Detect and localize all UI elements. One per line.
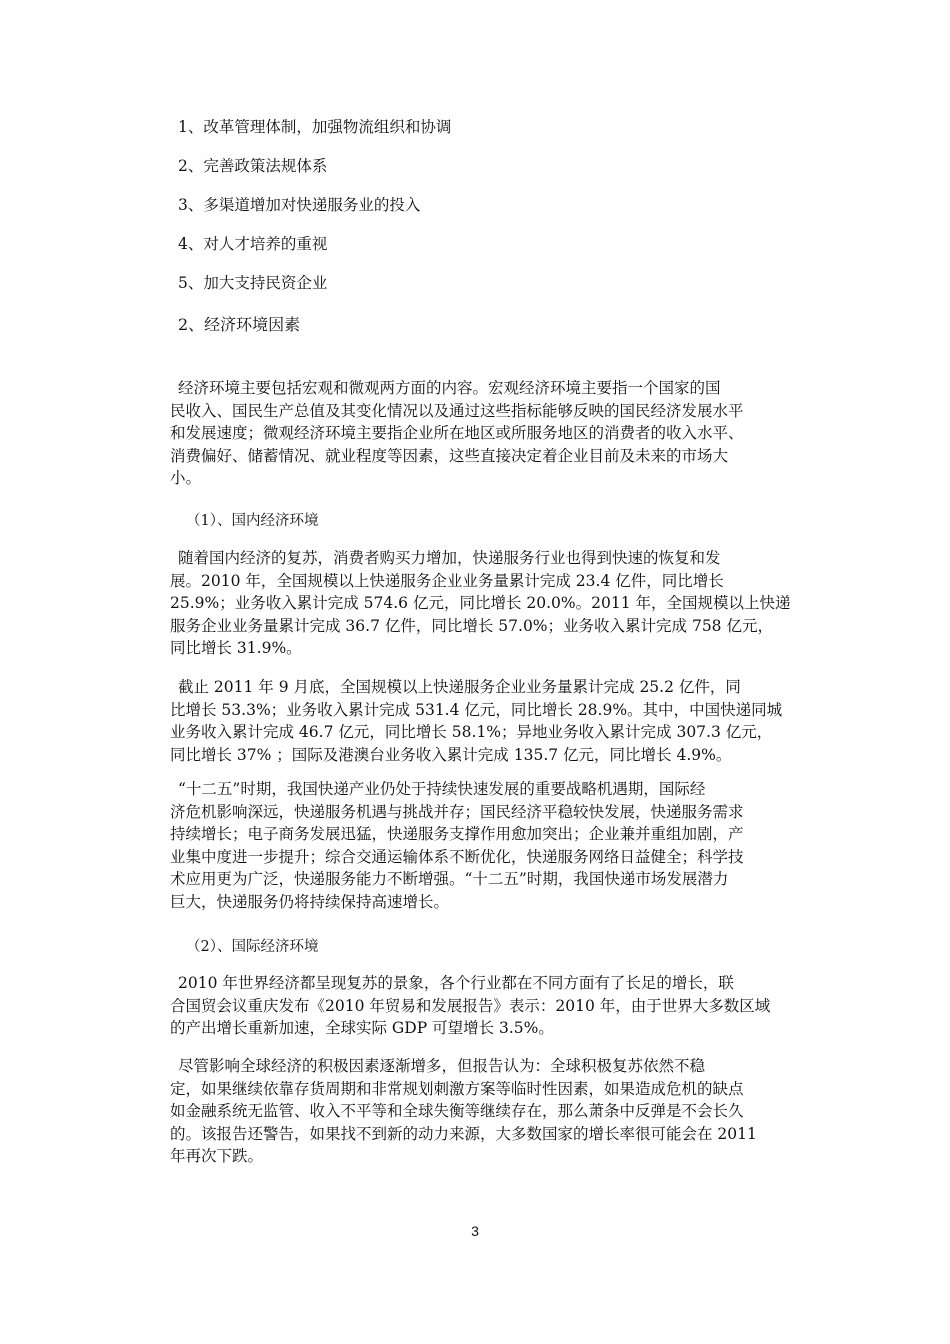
paragraph-line: 同比增长 37% ；国际及港澳台业务收入累计完成 135.7 亿元，同比增长 4.9%。	[170, 745, 732, 764]
list-item-4: 4、对人才培养的重视	[178, 235, 328, 253]
paragraph-line: 2010 年世界经济都呈现复苏的景象，各个行业都在不同方面有了长足的增长，联	[178, 974, 734, 992]
list-item-1: 1、改革管理体制，加强物流组织和协调	[178, 118, 452, 136]
section-heading: 2、经济环境因素	[178, 315, 301, 334]
paragraph-line: 消费偏好、储蓄情况、就业程度等因素，这些直接决定着企业目前及未来的市场大	[170, 446, 729, 465]
paragraph-line: 服务企业业务量累计完成 36.7 亿件，同比增长 57.0%；业务收入累计完成 758 亿元，	[170, 616, 773, 635]
paragraph-line: 截止 2011 年 9 月底，全国规模以上快递服务企业业务量累计完成 25.2 亿件，同	[178, 678, 741, 696]
paragraph-line: 的产出增长重新加速，全球实际 GDP 可望增长 3.5%。	[170, 1019, 554, 1037]
paragraph-line: 小。	[170, 469, 202, 487]
paragraph-line: 如金融系统无监管、收入不平等和全球失衡等继续存在，那么萧条中反弹是不会长久	[170, 1102, 744, 1120]
paragraph-line: 展。2010 年，全国规模以上快递服务企业业务量累计完成 23.4 亿件，同比增长	[170, 571, 724, 590]
paragraph-line: 业集中度进一步提升；综合交通运输体系不断优化，快递服务网络日益健全；科学技	[170, 847, 744, 866]
paragraph-5	[170, 972, 790, 1040]
paragraph-line: 巨大，快递服务仍将持续保持高速增长。	[170, 892, 450, 911]
paragraph-line: 同比增长 31.9%。	[170, 639, 302, 657]
paragraph-4	[170, 778, 790, 913]
paragraph-line: 经济环境主要包括宏观和微观两方面的内容。宏观经济环境主要指一个国家的国	[178, 379, 721, 397]
paragraph-1	[170, 377, 790, 490]
list-item-2: 2、完善政策法规体系	[178, 157, 328, 175]
paragraph-line: 随着国内经济的复苏，消费者购买力增加，快递服务行业也得到快速的恢复和发	[178, 549, 721, 567]
paragraph-line: 民收入、国民生产总值及其变化情况以及通过这些指标能够反映的国民经济发展水平	[170, 401, 744, 420]
paragraph-line: 持续增长；电子商务发展迅猛，快递服务支撑作用愈加突出；企业兼并重组加剧，产	[170, 825, 744, 843]
paragraph-line: 比增长 53.3%；业务收入累计完成 531.4 亿元，同比增长 28.9%。其中，中国快递同城	[170, 700, 783, 719]
subheading-domestic: （1）、国内经济环境	[186, 513, 319, 529]
paragraph-3	[170, 676, 790, 766]
paragraph-line: 术应用更为广泛，快递服务能力不断增强。“十二五”时期，我国快递市场发展潜力	[170, 870, 729, 888]
list-item-5: 5、加大支持民资企业	[178, 274, 328, 292]
subheading-international: （2）、国际经济环境	[186, 939, 319, 955]
paragraph-6	[170, 1055, 790, 1168]
page-number: 3	[471, 1223, 479, 1239]
paragraph-2	[170, 547, 790, 660]
paragraph-line: 定，如果继续依靠存货周期和非常规划刺激方案等临时性因素，如果造成危机的缺点	[170, 1079, 744, 1098]
paragraph-line: 的。该报告还警告，如果找不到新的动力来源，大多数国家的增长率很可能会在 2011	[170, 1124, 757, 1143]
paragraph-line: 年再次下跌。	[170, 1147, 264, 1165]
paragraph-line: 业务收入累计完成 46.7 亿元，同比增长 58.1%；异地业务收入累计完成 307.3 亿元，	[170, 723, 773, 741]
paragraph-line: 尽管影响全球经济的积极因素逐渐增多，但报告认为：全球积极复苏依然不稳	[178, 1057, 706, 1075]
paragraph-line: 济危机影响深远，快递服务机遇与挑战并存；国民经济平稳较快发展，快递服务需求	[170, 802, 744, 821]
paragraph-line: “十二五”时期，我国快递产业仍处于持续快速发展的重要战略机遇期，国际经	[178, 780, 706, 798]
paragraph-line: 25.9%；业务收入累计完成 574.6 亿元，同比增长 20.0%。2011 年，全国规模以上快递	[170, 594, 791, 612]
list-item-3: 3、多渠道增加对快递服务业的投入	[178, 196, 421, 214]
paragraph-line: 合国贸会议重庆发布《2010 年贸易和发展报告》表示：2010 年，由于世界大多数区域	[170, 996, 771, 1015]
paragraph-line: 和发展速度；微观经济环境主要指企业所在地区或所服务地区的消费者的收入水平、	[170, 424, 744, 442]
